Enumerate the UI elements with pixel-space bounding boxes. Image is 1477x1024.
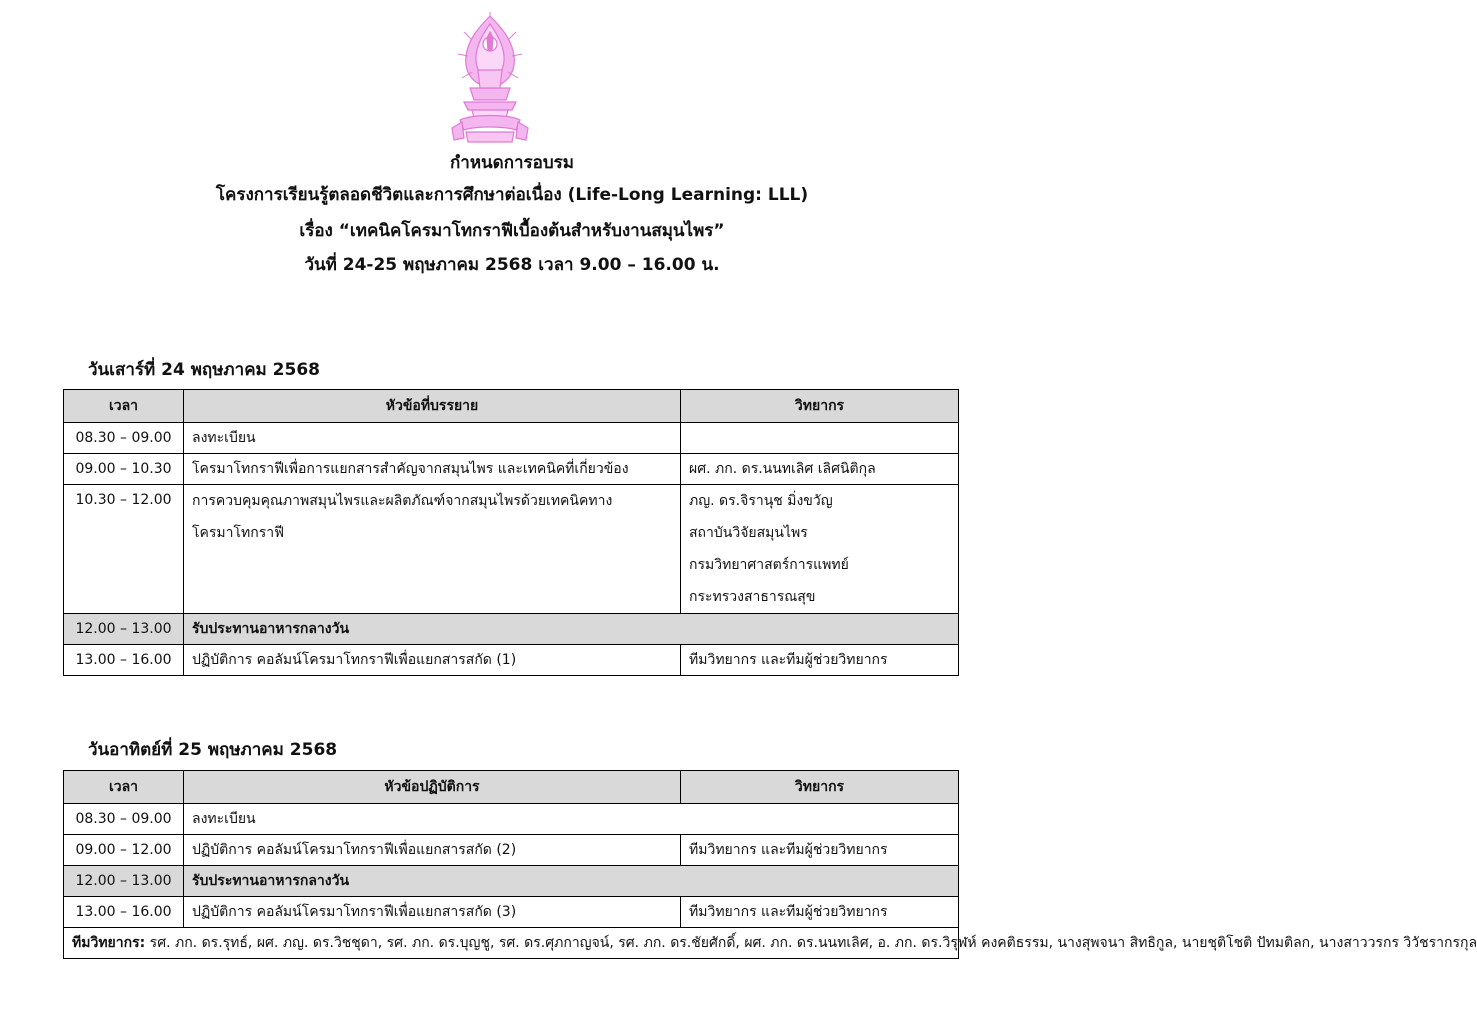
topic-line: การควบคุมคุณภาพสมุนไพรและผลิตภัณฑ์จากสมุนไพรด้วยเทคนิคทาง bbox=[192, 493, 613, 509]
university-emblem-icon bbox=[442, 10, 538, 146]
table-header-row bbox=[64, 390, 959, 423]
cell-time: 12.00 – 13.00 bbox=[64, 614, 184, 645]
cell-topic: ปฏิบัติการ คอลัมน์โครมาโทกราฟีเพื่อแยกสารสกัด (1) bbox=[184, 645, 681, 676]
cell-time: 08.30 – 09.00 bbox=[64, 423, 184, 454]
day2-heading: วันอาทิตย์ที่ 25 พฤษภาคม 2568 bbox=[88, 740, 338, 760]
day1-schedule-table bbox=[63, 389, 959, 676]
table-row bbox=[64, 454, 959, 485]
cell-topic: ปฏิบัติการ คอลัมน์โครมาโทกราฟีเพื่อแยกสารสกัด (2) bbox=[184, 835, 681, 866]
column-header-topic: หัวข้อที่บรรยาย bbox=[184, 390, 681, 423]
cell-speaker bbox=[681, 423, 959, 454]
day1-heading: วันเสาร์ที่ 24 พฤษภาคม 2568 bbox=[88, 360, 320, 380]
header-title: กำหนดการอบรม bbox=[449, 153, 574, 173]
cell-speaker: ทีมวิทยากร และทีมผู้ช่วยวิทยากร bbox=[681, 835, 959, 866]
cell-time: 10.30 – 12.00 bbox=[64, 485, 184, 614]
cell-time: 08.30 – 09.00 bbox=[64, 804, 184, 835]
column-header-topic: หัวข้อปฏิบัติการ bbox=[184, 771, 681, 804]
column-header-time: เวลา bbox=[64, 390, 184, 423]
table-row-lunch bbox=[64, 866, 959, 897]
table-row-team bbox=[64, 928, 959, 959]
table-row bbox=[64, 485, 959, 614]
table-row bbox=[64, 804, 959, 835]
header-project: โครงการเรียนรู้ตลอดชีวิตและการศึกษาต่อเนื่อง (Life-Long Learning: LLL) bbox=[215, 185, 809, 205]
table-row-lunch bbox=[64, 614, 959, 645]
cell-topic: โครมาโทกราฟีเพื่อการแยกสารสำคัญจากสมุนไพร และเทคนิคที่เกี่ยวข้อง bbox=[184, 454, 681, 485]
table-row bbox=[64, 423, 959, 454]
cell-topic: ลงทะเบียน bbox=[184, 804, 959, 835]
cell-time: 09.00 – 12.00 bbox=[64, 835, 184, 866]
topic-line: โครมาโทกราฟี bbox=[192, 525, 285, 541]
table-header-row bbox=[64, 771, 959, 804]
cell-topic: ลงทะเบียน bbox=[184, 423, 681, 454]
column-header-time: เวลา bbox=[64, 771, 184, 804]
table-row bbox=[64, 645, 959, 676]
column-header-speaker: วิทยากร bbox=[681, 390, 959, 423]
speaker-line: สถาบันวิจัยสมุนไพร bbox=[689, 525, 808, 541]
team-members: รศ. ภก. ดร.รุทธ์, ผศ. ภญ. ดร.วิชชุดา, รศ. ภก. ดร.บุญชู, รศ. ดร.ศุภกาญจน์, รศ. ภก. ดร.ชัยศักดิ์, ผศ. ภก. ดร.นนทเลิศ, อ. ภก. ดร.วิรุฬห์ คงคติธรรม, นางสุพจนา สิทธิกูล, นายชุติโชติ ปัทมติลก, นางสาววรกร วิวัชรากรกุล bbox=[145, 935, 1477, 951]
speaker-line: ภญ. ดร.จิรานุช มิ่งขวัญ bbox=[689, 493, 833, 509]
cell-speaker: ทีมวิทยากร และทีมผู้ช่วยวิทยากร bbox=[681, 897, 959, 928]
cell-time: 09.00 – 10.30 bbox=[64, 454, 184, 485]
cell-topic: รับประทานอาหารกลางวัน bbox=[184, 866, 959, 897]
cell-speaker: ผศ. ภก. ดร.นนทเลิศ เลิศนิติกุล bbox=[681, 454, 959, 485]
document-header bbox=[0, 150, 1024, 288]
cell-time: 13.00 – 16.00 bbox=[64, 645, 184, 676]
day2-schedule-table bbox=[63, 770, 1477, 959]
header-date: วันที่ 24-25 พฤษภาคม 2568 เวลา 9.00 – 16.00 น. bbox=[304, 255, 720, 275]
cell-topic: รับประทานอาหารกลางวัน bbox=[184, 614, 959, 645]
cell-speaker: ทีมวิทยากร และทีมผู้ช่วยวิทยากร bbox=[681, 645, 959, 676]
cell-time: 12.00 – 13.00 bbox=[64, 866, 184, 897]
team-label: ทีมวิทยากร: bbox=[72, 935, 146, 951]
cell-topic bbox=[184, 485, 681, 614]
cell-time: 13.00 – 16.00 bbox=[64, 897, 184, 928]
column-header-speaker: วิทยากร bbox=[681, 771, 959, 804]
speaker-line: กระทรวงสาธารณสุข bbox=[689, 589, 816, 605]
table-row bbox=[64, 835, 959, 866]
table-row bbox=[64, 897, 959, 928]
speaker-team-note bbox=[64, 928, 1477, 959]
cell-topic: ปฏิบัติการ คอลัมน์โครมาโทกราฟีเพื่อแยกสารสกัด (3) bbox=[184, 897, 681, 928]
cell-speaker bbox=[681, 485, 959, 614]
speaker-line: กรมวิทยาศาสตร์การแพทย์ bbox=[689, 557, 849, 573]
header-topic: เรื่อง “เทคนิคโครมาโทกราฟีเบื้องต้นสำหรับงานสมุนไพร” bbox=[299, 221, 725, 241]
